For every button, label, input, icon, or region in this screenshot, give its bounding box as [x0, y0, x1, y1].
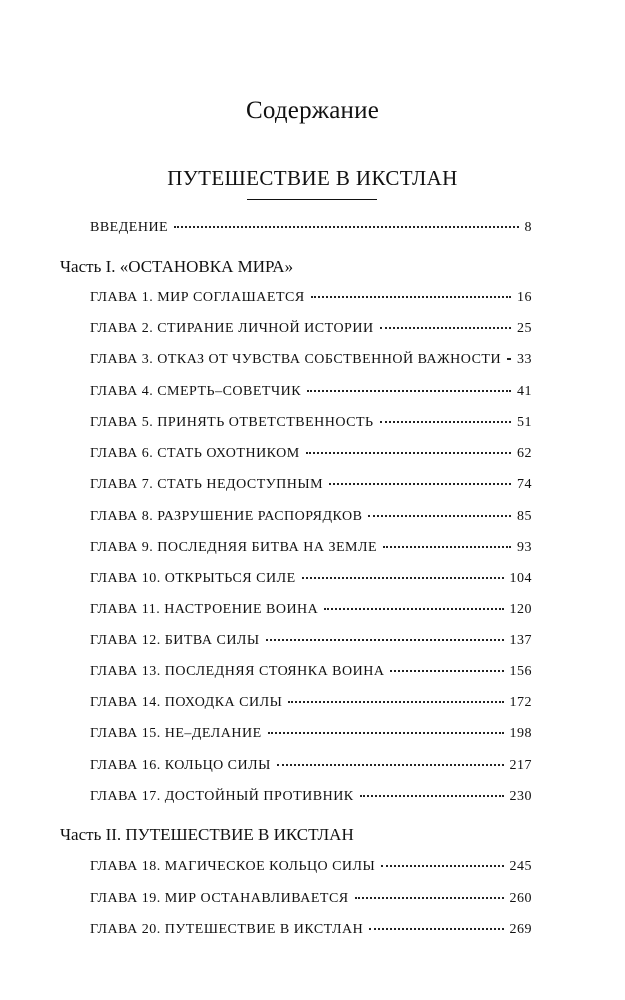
toc-entry[interactable] [90, 859, 532, 875]
toc-entry-label: ГЛАВА 17. ДОСТОЙНЫЙ ПРОТИВНИК [90, 789, 354, 804]
toc-entry-page: 62 [517, 446, 532, 461]
toc-entry-page: 245 [509, 859, 532, 874]
toc-entry-page: 33 [517, 352, 532, 367]
dot-leader [355, 897, 504, 899]
dot-leader [380, 421, 511, 423]
toc-entry-label: ГЛАВА 20. ПУТЕШЕСТВИЕ В ИКСТЛАН [90, 922, 364, 937]
toc-entry[interactable] [90, 384, 532, 400]
toc-entry-page: 8 [524, 220, 532, 235]
toc-entry-page: 172 [509, 695, 532, 710]
toc-entry[interactable] [90, 290, 532, 306]
dot-leader [360, 795, 504, 797]
toc-entry-label: ГЛАВА 16. КОЛЬЦО СИЛЫ [90, 758, 271, 773]
toc-entry-label: ГЛАВА 5. ПРИНЯТЬ ОТВЕТСТВЕННОСТЬ [90, 415, 374, 430]
toc-entry-label: ГЛАВА 2. СТИРАНИЕ ЛИЧНОЙ ИСТОРИИ [90, 321, 374, 336]
toc-entry[interactable] [90, 789, 532, 805]
toc-entry-label: ГЛАВА 9. ПОСЛЕДНЯЯ БИТВА НА ЗЕМЛЕ [90, 540, 378, 555]
toc-entry-label: ГЛАВА 1. МИР СОГЛАШАЕТСЯ [90, 290, 305, 305]
dot-leader [302, 577, 504, 579]
toc-entry-label: ГЛАВА 19. МИР ОСТАНАВЛИВАЕТСЯ [90, 891, 349, 906]
dot-leader [380, 327, 511, 329]
toc-entry-label: ГЛАВА 18. МАГИЧЕСКОЕ КОЛЬЦО СИЛЫ [90, 859, 376, 874]
toc-entry[interactable] [90, 726, 532, 742]
dot-leader [383, 546, 511, 548]
toc-entry[interactable] [90, 446, 532, 462]
toc-entry-page: 51 [517, 415, 532, 430]
toc-entry-label: ГЛАВА 10. ОТКРЫТЬСЯ СИЛЕ [90, 571, 296, 586]
toc-entry-page: 41 [517, 384, 532, 399]
toc-entry[interactable] [90, 540, 532, 556]
toc-entry[interactable] [90, 695, 532, 711]
toc-entry-page: 25 [517, 321, 532, 336]
dot-leader [329, 483, 511, 485]
toc-entry[interactable] [90, 922, 532, 938]
toc-entry[interactable] [90, 891, 532, 907]
toc-entry-page: 74 [517, 477, 532, 492]
toc-entry[interactable] [90, 477, 532, 493]
book-title: ПУТЕШЕСТВИЕ В ИКСТЛАН [167, 166, 458, 190]
toc-entry[interactable] [90, 633, 532, 649]
toc-entry-label: ВВЕДЕНИЕ [90, 220, 169, 235]
toc-entry-label: ГЛАВА 3. ОТКАЗ ОТ ЧУВСТВА СОБСТВЕННОЙ ВАЖНОСТИ [90, 352, 502, 367]
toc-entry-page: 260 [509, 891, 532, 906]
page-title: Содержание [246, 97, 379, 124]
toc-entry-page: 104 [509, 571, 532, 586]
toc-entry-page: 93 [517, 540, 532, 555]
dot-leader [268, 732, 504, 734]
dot-leader [307, 390, 511, 392]
toc-entry-page: 16 [517, 290, 532, 305]
dot-leader [277, 764, 504, 766]
dot-leader [311, 296, 511, 298]
toc-entry-label: ГЛАВА 7. СТАТЬ НЕДОСТУПНЫМ [90, 477, 324, 492]
toc-entry-page: 137 [509, 633, 532, 648]
dot-leader [266, 639, 504, 641]
toc-entry-page: 156 [509, 664, 532, 679]
part-heading: Часть I. «ОСТАНОВКА МИРА» [60, 257, 294, 276]
dot-leader [288, 701, 503, 703]
toc-entry[interactable] [90, 758, 532, 774]
toc-entry-label: ГЛАВА 6. СТАТЬ ОХОТНИКОМ [90, 446, 300, 461]
toc-entry-page: 120 [509, 602, 532, 617]
toc-entry-label: ГЛАВА 11. НАСТРОЕНИЕ ВОИНА [90, 602, 319, 617]
toc-entry[interactable] [90, 602, 532, 618]
toc-entry-page: 217 [509, 758, 532, 773]
toc-entry-intro[interactable] [90, 220, 532, 236]
toc-entry-label: ГЛАВА 4. СМЕРТЬ–СОВЕТЧИК [90, 384, 302, 399]
dot-leader [324, 608, 503, 610]
toc-entry[interactable] [90, 415, 532, 431]
toc-entry-label: ГЛАВА 12. БИТВА СИЛЫ [90, 633, 260, 648]
dot-leader [507, 358, 511, 360]
dot-leader [390, 670, 503, 672]
toc-entry-page: 85 [517, 509, 532, 524]
toc-entry-page: 198 [509, 726, 532, 741]
toc-entry-label: ГЛАВА 15. НЕ–ДЕЛАНИЕ [90, 726, 262, 741]
title-divider [247, 199, 377, 200]
toc-entry-label: ГЛАВА 13. ПОСЛЕДНЯЯ СТОЯНКА ВОИНА [90, 664, 385, 679]
toc-entry[interactable] [90, 352, 532, 368]
toc-entry-label: ГЛАВА 8. РАЗРУШЕНИЕ РАСПОРЯДКОВ [90, 509, 363, 524]
dot-leader [306, 452, 511, 454]
dot-leader [369, 928, 503, 930]
toc-entry[interactable] [90, 509, 532, 525]
toc-entry-page: 269 [509, 922, 532, 937]
toc-entry-page: 230 [509, 789, 532, 804]
toc-entry[interactable] [90, 321, 532, 337]
dot-leader [174, 226, 518, 228]
dot-leader [368, 515, 511, 517]
toc-entry[interactable] [90, 571, 532, 587]
dot-leader [381, 865, 503, 867]
toc-entry[interactable] [90, 664, 532, 680]
part-heading: Часть II. ПУТЕШЕСТВИЕ В ИКСТЛАН [60, 825, 354, 844]
toc-entry-label: ГЛАВА 14. ПОХОДКА СИЛЫ [90, 695, 283, 710]
